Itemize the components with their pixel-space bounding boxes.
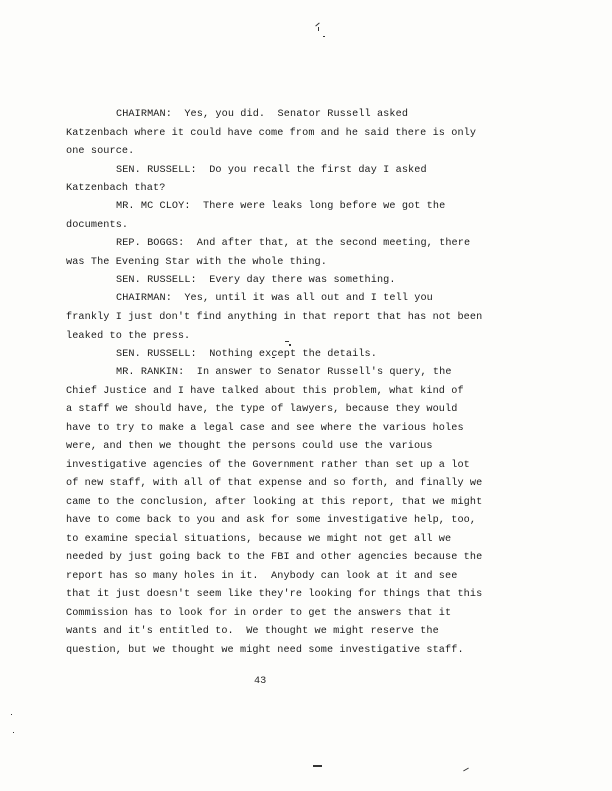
text-line: one source. (66, 146, 135, 157)
text-line: MR. MC CLOY: There were leaks long before we got the (116, 201, 446, 212)
scan-artifact (285, 341, 289, 342)
text-line: came to the conclusion, after looking at this report, that we might (66, 497, 483, 508)
text-line: a staff we should have, the type of lawyers, because they would (66, 404, 458, 415)
text-line: of new staff, with all of that expense and so forth, and finally we (66, 478, 483, 489)
scan-artifact (315, 23, 319, 27)
scan-artifact (463, 768, 469, 772)
text-line: was The Evening Star with the whole thing. (66, 257, 327, 268)
scan-artifact (313, 765, 322, 767)
text-line: needed by just going back to the FBI and other agencies because the (66, 552, 483, 563)
text-line: CHAIRMAN: Yes, until it was all out and I tell you (116, 293, 433, 304)
text-line: MR. RANKIN: In answer to Senator Russell's query, the (116, 367, 452, 378)
text-line: to examine special situations, because we might not get all we (66, 534, 452, 545)
text-line: wants and it's entitled to. We thought we might reserve the (66, 626, 439, 637)
text-line: were, and then we thought the persons could use the various (66, 441, 433, 452)
text-line: investigative agencies of the Government rather than set up a lot (66, 460, 470, 471)
scan-artifact (11, 714, 12, 715)
text-line: report has so many holes in it. Anybody can look at it and see (66, 571, 458, 582)
page-number: 43 (254, 676, 267, 687)
scan-artifact (289, 344, 291, 346)
scan-artifact (318, 27, 319, 31)
text-line: Katzenbach where it could have come from and he said there is only (66, 128, 477, 139)
text-line: SEN. RUSSELL: Nothing except the details. (116, 349, 377, 360)
scan-artifact (13, 732, 14, 733)
text-line: question, but we thought we might need some investigative staff. (66, 645, 464, 656)
text-line: that it just doesn't seem like they're looking for things that this (66, 589, 483, 600)
scan-artifact (323, 36, 325, 37)
text-line: Chief Justice and I have talked about this problem, what kind of (66, 386, 464, 397)
text-line: REP. BOGGS: And after that, at the second meeting, there (116, 238, 471, 249)
text-line: Commission has to look for in order to get the answers that it (66, 608, 452, 619)
text-line: Katzenbach that? (66, 183, 166, 194)
text-line: leaked to the press. (66, 331, 191, 342)
text-line: have to try to make a legal case and see where the various holes (66, 423, 464, 434)
text-line: documents. (66, 220, 129, 231)
text-line: SEN. RUSSELL: Do you recall the first day I asked (116, 165, 427, 176)
text-line: have to come back to you and ask for some investigative help, too, (66, 515, 477, 526)
text-line: SEN. RUSSELL: Every day there was something. (116, 275, 396, 286)
text-line: frankly I just don't find anything in that report that has not been (66, 312, 483, 323)
text-line: CHAIRMAN: Yes, you did. Senator Russell asked (116, 109, 409, 120)
